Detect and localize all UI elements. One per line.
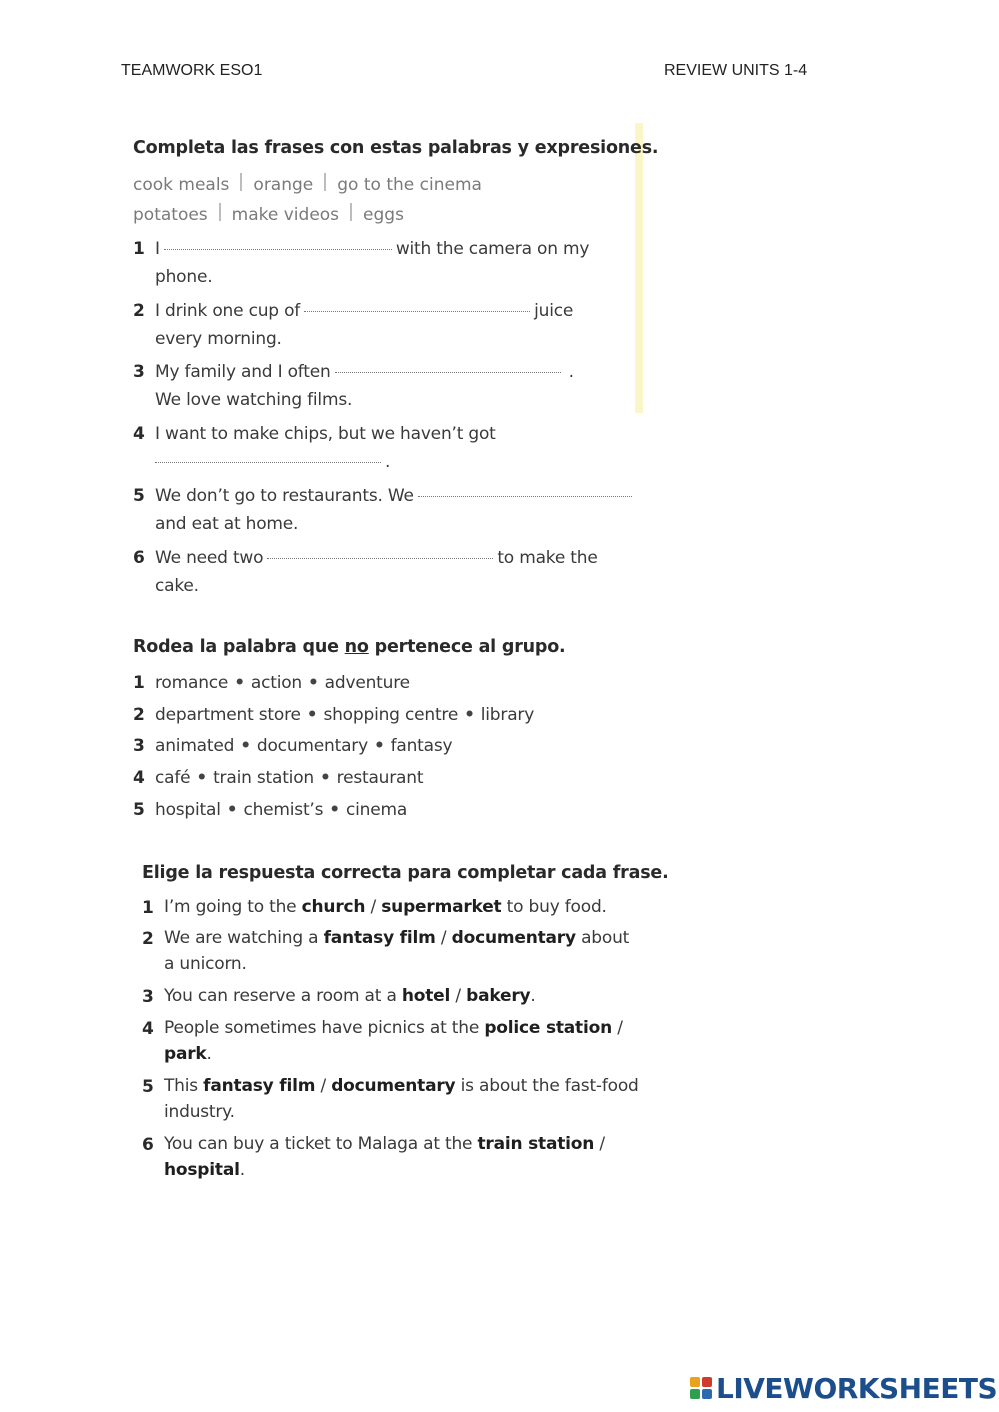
word-choice[interactable]: train station — [213, 768, 314, 788]
title-underlined: no — [344, 637, 369, 657]
word-choice[interactable]: restaurant — [336, 768, 424, 788]
question-number: 3 — [133, 362, 145, 382]
bullet: • — [319, 768, 331, 788]
question-3 — [133, 358, 653, 414]
title-part: pertenece al grupo. — [368, 637, 566, 657]
question-number: 5 — [133, 486, 145, 506]
word-box-row-2 — [133, 200, 404, 230]
logo-square — [690, 1389, 700, 1399]
bullet: • — [234, 673, 245, 693]
question-number: 6 — [133, 548, 145, 568]
bullet: • — [464, 705, 475, 725]
choice-question-1 — [142, 894, 642, 920]
bullet: • — [196, 768, 208, 788]
question-text: People sometimes have picnics at the — [164, 1018, 485, 1038]
word-choice[interactable]: hospital — [155, 800, 221, 820]
section-fill-in — [133, 138, 659, 608]
question-text: I — [155, 239, 160, 259]
question-number: 5 — [142, 1077, 154, 1097]
slash: / — [599, 1134, 605, 1154]
answer-option[interactable]: hospital — [164, 1160, 240, 1180]
header-right: REVIEW UNITS 1-4 — [664, 62, 808, 79]
answer-blank[interactable] — [267, 557, 493, 559]
question-number: 2 — [133, 301, 145, 321]
question-text: and eat at home. — [155, 514, 299, 534]
question-text: . — [239, 1160, 245, 1180]
word-box-row-1 — [133, 170, 482, 200]
section-odd-one-out — [133, 637, 633, 837]
logo-square — [702, 1389, 712, 1399]
bullet: • — [329, 800, 340, 820]
separator — [324, 173, 326, 191]
question-number: 2 — [133, 705, 145, 725]
question-number: 4 — [133, 424, 145, 444]
question-text: cake. — [155, 576, 199, 596]
slash: / — [440, 928, 447, 948]
question-text: industry. — [164, 1102, 235, 1122]
bullet: • — [308, 673, 319, 693]
choice-question-3 — [142, 983, 642, 1009]
title-part: Rodea la palabra que — [133, 637, 345, 657]
question-6 — [133, 544, 653, 600]
question-text: to buy food. — [501, 897, 607, 917]
question-text: You can reserve a room at a — [164, 986, 402, 1006]
word-choice[interactable]: romance — [155, 673, 229, 693]
question-text: This — [164, 1076, 204, 1096]
question-text: . — [568, 362, 574, 382]
logo-square — [690, 1377, 700, 1387]
question-text: . — [530, 986, 536, 1006]
question-text: We need two — [155, 548, 264, 568]
slash: / — [455, 986, 461, 1006]
slash: / — [370, 897, 377, 917]
question-number: 1 — [133, 239, 145, 259]
question-text: We don’t go to restaurants. We — [155, 486, 414, 506]
answer-blank[interactable] — [164, 248, 392, 250]
word-option: eggs — [363, 205, 404, 225]
choice-question-6 — [142, 1131, 642, 1183]
answer-option[interactable]: hotel — [401, 986, 451, 1006]
answer-blank[interactable] — [335, 371, 561, 373]
logo-text: LIVEWORKSHEETS — [716, 1371, 998, 1405]
section3-title: Elige la respuesta correcta para completar cada frase. — [142, 863, 669, 883]
word-choice[interactable]: department store — [155, 705, 301, 725]
logo-square — [702, 1377, 712, 1387]
question-text: about — [575, 928, 630, 948]
separator — [240, 173, 242, 191]
question-text: every morning. — [155, 329, 282, 349]
question-number: 6 — [142, 1135, 154, 1155]
word-choice[interactable]: café — [155, 768, 191, 788]
question-text: is about the fast-food — [455, 1076, 639, 1096]
answer-option[interactable]: park — [164, 1044, 207, 1064]
question-number: 1 — [133, 673, 145, 693]
slash: / — [617, 1018, 623, 1038]
question-number: 3 — [142, 987, 154, 1007]
word-choice[interactable]: fantasy — [390, 736, 453, 756]
word-option: go to the cinema — [337, 175, 482, 195]
group-3 — [133, 732, 452, 760]
question-text: a unicorn. — [164, 954, 247, 974]
question-2 — [133, 297, 653, 353]
section1-title: Completa las frases con estas palabras y expresiones. — [133, 138, 659, 158]
choice-question-4 — [142, 1015, 642, 1067]
question-text: . — [385, 452, 391, 472]
question-text: We are watching a — [164, 928, 324, 948]
question-text: juice — [534, 301, 574, 321]
question-number: 1 — [142, 898, 154, 918]
bullet: • — [306, 705, 318, 725]
word-choice[interactable]: documentary — [256, 736, 368, 756]
question-4 — [133, 420, 653, 476]
question-5 — [133, 482, 653, 538]
answer-blank[interactable] — [418, 495, 632, 497]
question-text: I want to make chips, but we haven’t got — [155, 424, 496, 444]
bullet: • — [373, 736, 385, 756]
question-text: to make the — [497, 548, 598, 568]
question-1 — [133, 235, 653, 291]
question-number: 4 — [142, 1019, 154, 1039]
question-number: 2 — [142, 929, 154, 949]
word-choice[interactable]: adventure — [324, 673, 410, 693]
word-choice[interactable]: cinema — [345, 800, 408, 820]
word-choice[interactable]: animated — [155, 736, 235, 756]
word-option: cook meals — [133, 175, 230, 195]
question-number: 5 — [133, 800, 145, 820]
answer-blank[interactable] — [304, 310, 530, 312]
header-left: TEAMWORK ESO1 — [121, 62, 263, 79]
answer-option[interactable]: train station — [477, 1134, 595, 1154]
choice-question-2 — [142, 925, 642, 977]
word-choice[interactable]: chemist’s — [243, 800, 324, 820]
word-choice[interactable]: shopping centre — [323, 705, 459, 725]
bullet: • — [240, 736, 251, 756]
question-text: We love watching films. — [155, 390, 353, 410]
question-text: . — [206, 1044, 212, 1064]
logo-icon — [690, 1377, 712, 1399]
question-number: 3 — [133, 736, 145, 756]
question-number: 4 — [133, 768, 145, 788]
answer-option[interactable]: supermarket — [381, 897, 502, 917]
answer-option[interactable]: bakery — [466, 986, 531, 1006]
answer-option[interactable]: fantasy film — [203, 1076, 316, 1096]
word-choice[interactable]: action — [250, 673, 302, 693]
word-choice[interactable]: library — [480, 705, 535, 725]
separator — [350, 203, 352, 221]
word-option: potatoes — [133, 205, 208, 225]
answer-option[interactable]: documentary — [451, 928, 576, 948]
separator — [219, 203, 221, 221]
word-option: orange — [253, 175, 314, 195]
group-4 — [133, 764, 423, 792]
question-text: with the camera on my — [395, 239, 590, 259]
word-option: make videos — [231, 205, 340, 225]
slash: / — [320, 1076, 326, 1096]
choice-question-5 — [142, 1073, 642, 1125]
answer-option[interactable]: documentary — [331, 1076, 456, 1096]
question-text: phone. — [155, 267, 213, 287]
answer-option[interactable]: fantasy film — [323, 928, 436, 948]
group-2 — [133, 701, 534, 729]
question-text: I’m going to the — [164, 897, 302, 917]
answer-option[interactable]: police station — [484, 1018, 612, 1038]
section-choose-answer — [142, 863, 669, 1193]
answer-option[interactable]: church — [301, 897, 366, 917]
answer-blank[interactable] — [155, 461, 381, 463]
group-1 — [133, 669, 410, 697]
group-5 — [133, 796, 407, 824]
question-text: My family and I often — [155, 362, 331, 382]
section2-title — [133, 637, 565, 657]
liveworksheets-logo[interactable] — [690, 1372, 997, 1404]
question-text: You can buy a ticket to Malaga at the — [164, 1134, 478, 1154]
bullet: • — [226, 800, 238, 820]
question-text: I drink one cup of — [155, 301, 301, 321]
